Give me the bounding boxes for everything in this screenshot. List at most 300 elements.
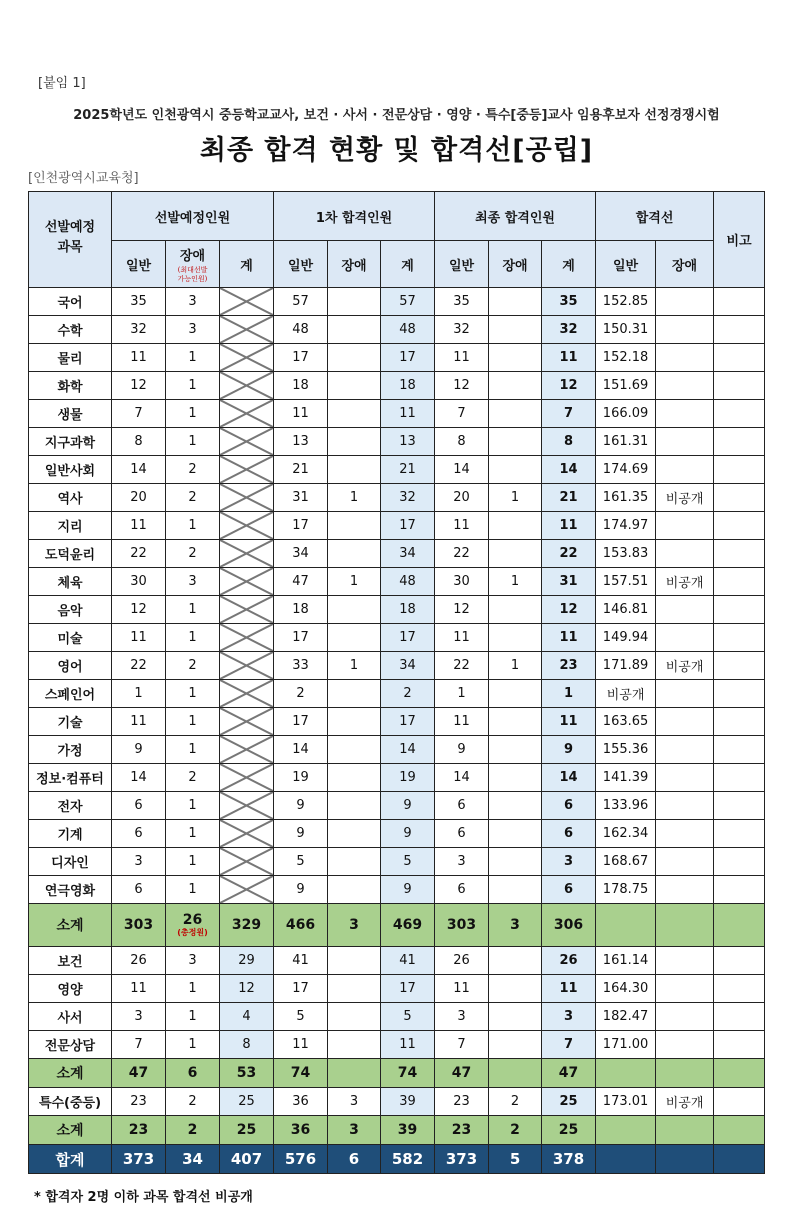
planned-total-na <box>220 484 274 512</box>
planned-general: 6 <box>112 876 166 904</box>
final-general: 20 <box>435 484 489 512</box>
remarks-cell <box>714 652 765 680</box>
document-subtitle: 2025학년도 인천광역시 중등학교교사, 보건 · 사서 · 전문상담 · 영양 · 특수[중등]교사 임용후보자 선정경쟁시험 <box>73 108 720 123</box>
table-row <box>29 624 765 652</box>
planned-disabled: 26 (총정원) <box>166 904 220 947</box>
final-disabled <box>489 428 542 456</box>
table-row <box>29 344 765 372</box>
first-general: 48 <box>274 316 328 344</box>
first-total: 5 <box>381 848 435 876</box>
first-general: 2 <box>274 680 328 708</box>
first-general: 13 <box>274 428 328 456</box>
cutoff-disabled <box>656 708 714 736</box>
header-general: 일반 <box>274 241 328 288</box>
final-disabled <box>489 708 542 736</box>
cutoff-general: 153.83 <box>596 540 656 568</box>
planned-total-na <box>220 316 274 344</box>
table-row <box>29 820 765 848</box>
final-total: 23 <box>542 652 596 680</box>
planned-disabled: 3 <box>166 947 220 975</box>
grand-total-cutoff-disabled <box>656 1145 714 1174</box>
cross-out-icon <box>220 428 273 455</box>
first-disabled <box>328 512 381 540</box>
cutoff-general: 164.30 <box>596 975 656 1003</box>
cutoff-general: 161.35 <box>596 484 656 512</box>
planned-disabled: 2 <box>166 1116 220 1145</box>
issuing-office: [인천광역시교육청] <box>28 171 139 186</box>
subject-name: 전문상담 <box>29 1031 112 1059</box>
subtotal-f-dis <box>328 1059 381 1088</box>
final-disabled <box>489 975 542 1003</box>
cutoff-disabled <box>656 736 714 764</box>
first-total: 17 <box>381 624 435 652</box>
planned-total-na <box>220 820 274 848</box>
planned-disabled: 1 <box>166 1031 220 1059</box>
final-total: 11 <box>542 708 596 736</box>
first-disabled: 1 <box>328 652 381 680</box>
planned-general: 11 <box>112 344 166 372</box>
table-row <box>29 456 765 484</box>
subject-name: 스페인어 <box>29 680 112 708</box>
planned-total-na <box>220 372 274 400</box>
planned-total-na <box>220 456 274 484</box>
planned-total-na <box>220 792 274 820</box>
planned-disabled: 1 <box>166 596 220 624</box>
cutoff-general: 178.75 <box>596 876 656 904</box>
header-disabled-note: (최대선발 가능인원) <box>177 265 208 283</box>
cutoff-disabled <box>656 876 714 904</box>
remarks-cell <box>714 1088 765 1116</box>
first-total: 19 <box>381 764 435 792</box>
final-total: 21 <box>542 484 596 512</box>
grand-total-name: 합계 <box>29 1145 112 1174</box>
table-row <box>29 288 765 316</box>
remarks-cell <box>714 400 765 428</box>
first-general: 9 <box>274 876 328 904</box>
final-general: 3 <box>435 848 489 876</box>
planned-general: 3 <box>112 848 166 876</box>
remarks-cell <box>714 540 765 568</box>
final-disabled <box>489 596 542 624</box>
cross-out-icon <box>220 736 273 763</box>
planned-general: 23 <box>112 1116 166 1145</box>
remarks-cell <box>714 1003 765 1031</box>
cutoff-disabled <box>656 792 714 820</box>
planned-disabled: 2 <box>166 540 220 568</box>
cutoff-disabled <box>656 947 714 975</box>
header-total: 계 <box>542 241 596 288</box>
subtotal-c-gen: 47 <box>435 1059 489 1088</box>
subject-name: 디자인 <box>29 848 112 876</box>
final-total: 6 <box>542 792 596 820</box>
subtotal-c-gen: 303 <box>435 904 489 947</box>
final-total: 6 <box>542 876 596 904</box>
first-total: 48 <box>381 316 435 344</box>
header-planned: 선발예정인원 <box>112 192 274 241</box>
first-general: 31 <box>274 484 328 512</box>
cutoff-disabled <box>656 848 714 876</box>
table-row <box>29 1031 765 1059</box>
final-general: 12 <box>435 372 489 400</box>
cutoff-general: 141.39 <box>596 764 656 792</box>
subtotal-c-dis <box>489 1059 542 1088</box>
planned-general: 30 <box>112 568 166 596</box>
final-disabled <box>489 288 542 316</box>
subject-name: 보건 <box>29 947 112 975</box>
final-disabled <box>489 624 542 652</box>
subject-name: 지구과학 <box>29 428 112 456</box>
subject-name: 생물 <box>29 400 112 428</box>
final-general: 6 <box>435 876 489 904</box>
cross-out-icon <box>220 820 273 847</box>
planned-general: 20 <box>112 484 166 512</box>
final-disabled: 1 <box>489 484 542 512</box>
first-general: 17 <box>274 512 328 540</box>
first-general: 5 <box>274 1003 328 1031</box>
cutoff-general: 152.85 <box>596 288 656 316</box>
first-total: 34 <box>381 540 435 568</box>
first-disabled <box>328 876 381 904</box>
subtotal-remarks <box>714 1116 765 1145</box>
cutoff-general: 151.69 <box>596 372 656 400</box>
first-total: 17 <box>381 344 435 372</box>
cutoff-disabled <box>656 975 714 1003</box>
first-general: 18 <box>274 596 328 624</box>
cutoff-disabled: 비공개 <box>656 568 714 596</box>
subject-name: 역사 <box>29 484 112 512</box>
first-total: 41 <box>381 947 435 975</box>
final-total: 25 <box>542 1088 596 1116</box>
subtotal-c-tot: 47 <box>542 1059 596 1088</box>
remarks-cell <box>714 876 765 904</box>
final-disabled <box>489 764 542 792</box>
subtotal-cutoff-general <box>596 1059 656 1088</box>
subtotal-label: 소계 <box>29 904 112 947</box>
final-disabled <box>489 820 542 848</box>
planned-general: 9 <box>112 736 166 764</box>
final-total: 3 <box>542 848 596 876</box>
final-general: 7 <box>435 400 489 428</box>
header-general: 일반 <box>435 241 489 288</box>
cross-out-icon <box>220 540 273 567</box>
planned-total-na <box>220 400 274 428</box>
subject-name: 가정 <box>29 736 112 764</box>
remarks-cell <box>714 708 765 736</box>
first-total: 17 <box>381 708 435 736</box>
first-disabled <box>328 736 381 764</box>
subtotal-remarks <box>714 1059 765 1088</box>
final-total: 8 <box>542 428 596 456</box>
final-total: 9 <box>542 736 596 764</box>
table-row <box>29 1088 765 1116</box>
cross-out-icon <box>220 708 273 735</box>
grand-total-f-dis: 6 <box>328 1145 381 1174</box>
first-general: 9 <box>274 792 328 820</box>
cutoff-general: 152.18 <box>596 344 656 372</box>
remarks-cell <box>714 947 765 975</box>
final-total: 11 <box>542 624 596 652</box>
first-disabled <box>328 540 381 568</box>
final-disabled <box>489 372 542 400</box>
subject-name: 국어 <box>29 288 112 316</box>
first-disabled <box>328 428 381 456</box>
cutoff-disabled <box>656 680 714 708</box>
final-disabled: 2 <box>489 1088 542 1116</box>
planned-general: 22 <box>112 652 166 680</box>
subtotal-row <box>29 904 765 947</box>
cutoff-disabled <box>656 1003 714 1031</box>
first-general: 17 <box>274 708 328 736</box>
final-general: 11 <box>435 975 489 1003</box>
remarks-cell <box>714 680 765 708</box>
subject-name: 기계 <box>29 820 112 848</box>
subtotal-f-gen: 466 <box>274 904 328 947</box>
subject-name: 사서 <box>29 1003 112 1031</box>
planned-total-na <box>220 848 274 876</box>
subtotal-c-gen: 23 <box>435 1116 489 1145</box>
remarks-cell <box>714 512 765 540</box>
first-disabled <box>328 316 381 344</box>
first-disabled <box>328 288 381 316</box>
grand-total-cutoff-general <box>596 1145 656 1174</box>
table-row <box>29 975 765 1003</box>
cutoff-general: 174.97 <box>596 512 656 540</box>
grand-total-p-tot: 407 <box>220 1145 274 1174</box>
total-quota-note: (총정원) <box>177 928 208 937</box>
planned-disabled: 3 <box>166 316 220 344</box>
planned-total-na <box>220 540 274 568</box>
final-total: 11 <box>542 512 596 540</box>
final-total: 11 <box>542 344 596 372</box>
cutoff-general: 146.81 <box>596 596 656 624</box>
planned-total-na <box>220 708 274 736</box>
subject-name: 일반사회 <box>29 456 112 484</box>
first-total: 18 <box>381 372 435 400</box>
subject-name: 수학 <box>29 316 112 344</box>
first-general: 41 <box>274 947 328 975</box>
remarks-cell <box>714 596 765 624</box>
planned-general: 26 <box>112 947 166 975</box>
table-row <box>29 596 765 624</box>
first-total: 34 <box>381 652 435 680</box>
cutoff-disabled <box>656 344 714 372</box>
cutoff-general: 비공개 <box>596 680 656 708</box>
first-total: 9 <box>381 876 435 904</box>
table-row <box>29 568 765 596</box>
planned-general: 1 <box>112 680 166 708</box>
first-general: 18 <box>274 372 328 400</box>
first-disabled <box>328 848 381 876</box>
final-disabled <box>489 316 542 344</box>
final-total: 11 <box>542 975 596 1003</box>
cutoff-disabled <box>656 820 714 848</box>
table-row <box>29 652 765 680</box>
subtotal-f-gen: 74 <box>274 1059 328 1088</box>
remarks-cell <box>714 1031 765 1059</box>
cutoff-general: 163.65 <box>596 708 656 736</box>
header-subject: 선발예정 과목 <box>29 192 112 288</box>
first-disabled <box>328 400 381 428</box>
table-row <box>29 848 765 876</box>
final-disabled <box>489 792 542 820</box>
cutoff-general: 133.96 <box>596 792 656 820</box>
table-row <box>29 876 765 904</box>
cross-out-icon <box>220 400 273 427</box>
final-disabled: 1 <box>489 568 542 596</box>
subject-name: 도덕윤리 <box>29 540 112 568</box>
cross-out-icon <box>220 288 273 315</box>
table-row <box>29 428 765 456</box>
header-final-pass: 최종 합격인원 <box>435 192 596 241</box>
planned-disabled: 3 <box>166 568 220 596</box>
planned-general: 23 <box>112 1088 166 1116</box>
cutoff-disabled <box>656 624 714 652</box>
planned-disabled: 1 <box>166 344 220 372</box>
subtotal-f-tot: 469 <box>381 904 435 947</box>
remarks-cell <box>714 456 765 484</box>
subtotal-f-tot: 74 <box>381 1059 435 1088</box>
subtotal-row <box>29 1059 765 1088</box>
table-row <box>29 947 765 975</box>
subtotal-label: 소계 <box>29 1116 112 1145</box>
planned-general: 8 <box>112 428 166 456</box>
final-general: 3 <box>435 1003 489 1031</box>
cutoff-general: 150.31 <box>596 316 656 344</box>
table-row <box>29 540 765 568</box>
cutoff-disabled <box>656 400 714 428</box>
subtotal-p-tot: 53 <box>220 1059 274 1088</box>
first-disabled <box>328 344 381 372</box>
cutoff-disabled <box>656 372 714 400</box>
final-total: 32 <box>542 316 596 344</box>
planned-disabled: 1 <box>166 372 220 400</box>
first-disabled: 1 <box>328 568 381 596</box>
final-general: 11 <box>435 624 489 652</box>
final-disabled: 1 <box>489 652 542 680</box>
subtotal-remarks <box>714 904 765 947</box>
first-disabled: 3 <box>328 1088 381 1116</box>
cutoff-general: 155.36 <box>596 736 656 764</box>
subject-name: 연극영화 <box>29 876 112 904</box>
subtotal-cutoff-disabled <box>656 1059 714 1088</box>
final-general: 6 <box>435 792 489 820</box>
final-disabled <box>489 736 542 764</box>
planned-total: 12 <box>220 975 274 1003</box>
remarks-cell <box>714 344 765 372</box>
cross-out-icon <box>220 624 273 651</box>
cross-out-icon <box>220 764 273 791</box>
cutoff-general: 149.94 <box>596 624 656 652</box>
subtotal-row <box>29 1116 765 1145</box>
planned-total-na <box>220 680 274 708</box>
grand-total-remarks <box>714 1145 765 1174</box>
subject-name: 정보·컴퓨터 <box>29 764 112 792</box>
first-total: 17 <box>381 975 435 1003</box>
subtotal-p-tot: 329 <box>220 904 274 947</box>
subtotal-c-tot: 25 <box>542 1116 596 1145</box>
final-total: 6 <box>542 820 596 848</box>
subject-name: 영어 <box>29 652 112 680</box>
planned-total-na <box>220 624 274 652</box>
first-disabled <box>328 947 381 975</box>
remarks-cell <box>714 288 765 316</box>
footnote: * 합격자 2명 이하 과목 합격선 비공개 <box>34 1190 253 1205</box>
planned-total-na <box>220 344 274 372</box>
table-row <box>29 372 765 400</box>
subtotal-f-gen: 36 <box>274 1116 328 1145</box>
planned-disabled: 1 <box>166 792 220 820</box>
cutoff-general: 157.51 <box>596 568 656 596</box>
first-total: 32 <box>381 484 435 512</box>
table-row <box>29 1003 765 1031</box>
planned-total-na <box>220 428 274 456</box>
remarks-cell <box>714 975 765 1003</box>
planned-disabled: 2 <box>166 456 220 484</box>
cross-out-icon <box>220 484 273 511</box>
planned-general: 3 <box>112 1003 166 1031</box>
cross-out-icon <box>220 876 273 903</box>
header-general: 일반 <box>596 241 656 288</box>
planned-general: 11 <box>112 975 166 1003</box>
subtotal-label: 소계 <box>29 1059 112 1088</box>
cutoff-general: 162.34 <box>596 820 656 848</box>
first-disabled <box>328 624 381 652</box>
subtotal-f-dis: 3 <box>328 1116 381 1145</box>
planned-total-na <box>220 512 274 540</box>
planned-total-na <box>220 596 274 624</box>
results-table <box>28 191 765 1174</box>
first-general: 9 <box>274 820 328 848</box>
final-disabled <box>489 680 542 708</box>
final-total: 1 <box>542 680 596 708</box>
grand-total-p-gen: 373 <box>112 1145 166 1174</box>
planned-total-na <box>220 568 274 596</box>
planned-total-na <box>220 876 274 904</box>
planned-disabled: 2 <box>166 764 220 792</box>
subtotal-cutoff-general <box>596 904 656 947</box>
remarks-cell <box>714 428 765 456</box>
planned-disabled: 1 <box>166 975 220 1003</box>
final-general: 1 <box>435 680 489 708</box>
planned-disabled: 2 <box>166 1088 220 1116</box>
subject-name: 음악 <box>29 596 112 624</box>
planned-general: 6 <box>112 792 166 820</box>
subtotal-c-dis: 2 <box>489 1116 542 1145</box>
planned-general: 14 <box>112 456 166 484</box>
first-general: 57 <box>274 288 328 316</box>
planned-total-na <box>220 764 274 792</box>
cross-out-icon <box>220 372 273 399</box>
first-disabled <box>328 1031 381 1059</box>
subtotal-f-tot: 39 <box>381 1116 435 1145</box>
remarks-cell <box>714 820 765 848</box>
final-disabled <box>489 512 542 540</box>
first-disabled: 1 <box>328 484 381 512</box>
planned-disabled: 2 <box>166 484 220 512</box>
first-general: 11 <box>274 400 328 428</box>
final-disabled <box>489 400 542 428</box>
grand-total-f-gen: 576 <box>274 1145 328 1174</box>
table-row <box>29 792 765 820</box>
grand-total-c-tot: 378 <box>542 1145 596 1174</box>
planned-disabled: 1 <box>166 428 220 456</box>
planned-general: 11 <box>112 512 166 540</box>
first-total: 9 <box>381 820 435 848</box>
planned-general: 22 <box>112 540 166 568</box>
first-disabled <box>328 1003 381 1031</box>
grand-total-row <box>29 1145 765 1174</box>
final-general: 14 <box>435 456 489 484</box>
